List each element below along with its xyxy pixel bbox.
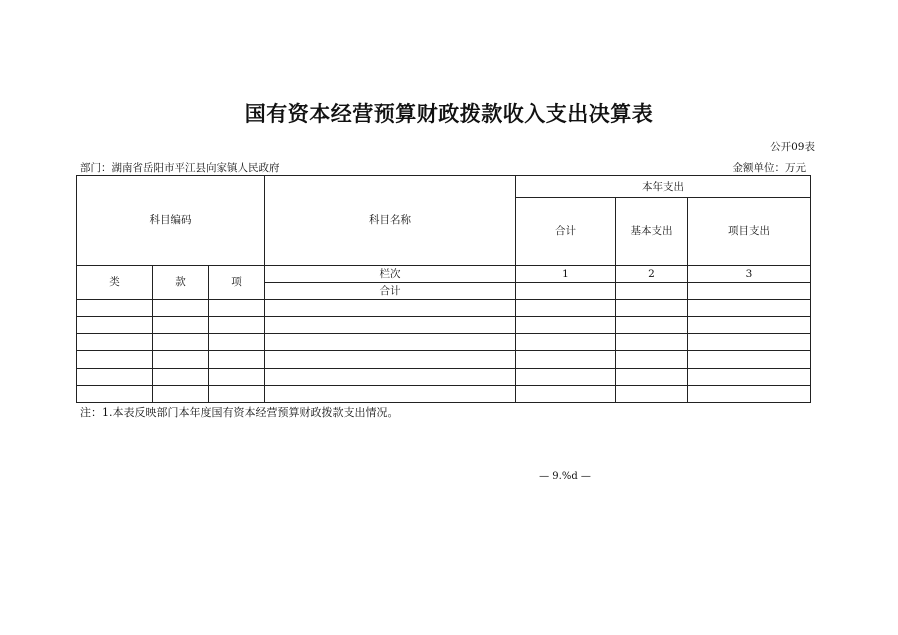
table-cell bbox=[688, 334, 811, 351]
column-number-2: 2 bbox=[616, 265, 688, 282]
table-cell bbox=[77, 385, 153, 402]
table-cell bbox=[516, 385, 616, 402]
page-title: 国有资本经营预算财政拨款收入支出决算表 bbox=[244, 102, 654, 126]
item-header: 项 bbox=[209, 265, 265, 299]
table-cell bbox=[616, 368, 688, 385]
subject-name-header: 科目名称 bbox=[265, 176, 516, 266]
table-cell bbox=[688, 351, 811, 368]
column-index-row bbox=[77, 265, 811, 282]
header-row bbox=[77, 176, 811, 198]
table-cell bbox=[209, 334, 265, 351]
table-cell bbox=[616, 317, 688, 334]
table-cell bbox=[209, 385, 265, 402]
table-cell bbox=[209, 317, 265, 334]
current-year-expense-header: 本年支出 bbox=[516, 176, 811, 198]
table-cell bbox=[516, 351, 616, 368]
section-header: 款 bbox=[153, 265, 209, 299]
table-row bbox=[77, 334, 811, 351]
table-cell bbox=[688, 300, 811, 317]
table-cell bbox=[153, 317, 209, 334]
table-cell bbox=[153, 334, 209, 351]
form-number: 公开09表 bbox=[770, 141, 815, 153]
table-cell bbox=[516, 317, 616, 334]
table-row bbox=[77, 317, 811, 334]
table-cell bbox=[688, 317, 811, 334]
table-cell bbox=[265, 300, 516, 317]
total-cell bbox=[688, 282, 811, 299]
column-index-label: 栏次 bbox=[265, 265, 516, 282]
department-label: 部门：湖南省岳阳市平江县向家镇人民政府 bbox=[80, 162, 280, 174]
table-cell bbox=[77, 317, 153, 334]
table-cell bbox=[616, 351, 688, 368]
table-cell bbox=[616, 300, 688, 317]
table-cell bbox=[209, 368, 265, 385]
table-cell bbox=[153, 300, 209, 317]
table-cell bbox=[265, 334, 516, 351]
total-cell bbox=[516, 282, 616, 299]
table-cell bbox=[77, 334, 153, 351]
table-cell bbox=[265, 351, 516, 368]
table-cell bbox=[265, 368, 516, 385]
total-row-label: 合计 bbox=[265, 282, 516, 299]
table-cell bbox=[153, 368, 209, 385]
table-cell bbox=[688, 368, 811, 385]
budget-table bbox=[76, 175, 811, 403]
column-number-1: 1 bbox=[516, 265, 616, 282]
table-cell bbox=[616, 385, 688, 402]
total-cell bbox=[616, 282, 688, 299]
basic-expense-header: 基本支出 bbox=[616, 198, 688, 266]
column-number-3: 3 bbox=[688, 265, 811, 282]
table-cell bbox=[516, 368, 616, 385]
table-cell bbox=[265, 385, 516, 402]
project-expense-header: 项目支出 bbox=[688, 198, 811, 266]
table-cell bbox=[688, 385, 811, 402]
total-header: 合计 bbox=[516, 198, 616, 266]
table-cell bbox=[77, 368, 153, 385]
table-cell bbox=[516, 300, 616, 317]
table-cell bbox=[209, 300, 265, 317]
table-note: 注：1.本表反映部门本年度国有资本经营预算财政拨款支出情况。 bbox=[80, 406, 399, 419]
category-header: 类 bbox=[77, 265, 153, 299]
table-cell bbox=[265, 317, 516, 334]
page-number: — 9.%d — bbox=[539, 471, 591, 482]
table-cell bbox=[153, 385, 209, 402]
table-cell bbox=[209, 351, 265, 368]
table-row bbox=[77, 300, 811, 317]
table-cell bbox=[153, 351, 209, 368]
table-row bbox=[77, 351, 811, 368]
subject-code-header: 科目编码 bbox=[77, 176, 265, 266]
table-cell bbox=[77, 351, 153, 368]
table-row bbox=[77, 368, 811, 385]
table-cell bbox=[516, 334, 616, 351]
table-row bbox=[77, 385, 811, 402]
table-cell bbox=[616, 334, 688, 351]
table-cell bbox=[77, 300, 153, 317]
unit-label: 金额单位：万元 bbox=[732, 162, 806, 174]
